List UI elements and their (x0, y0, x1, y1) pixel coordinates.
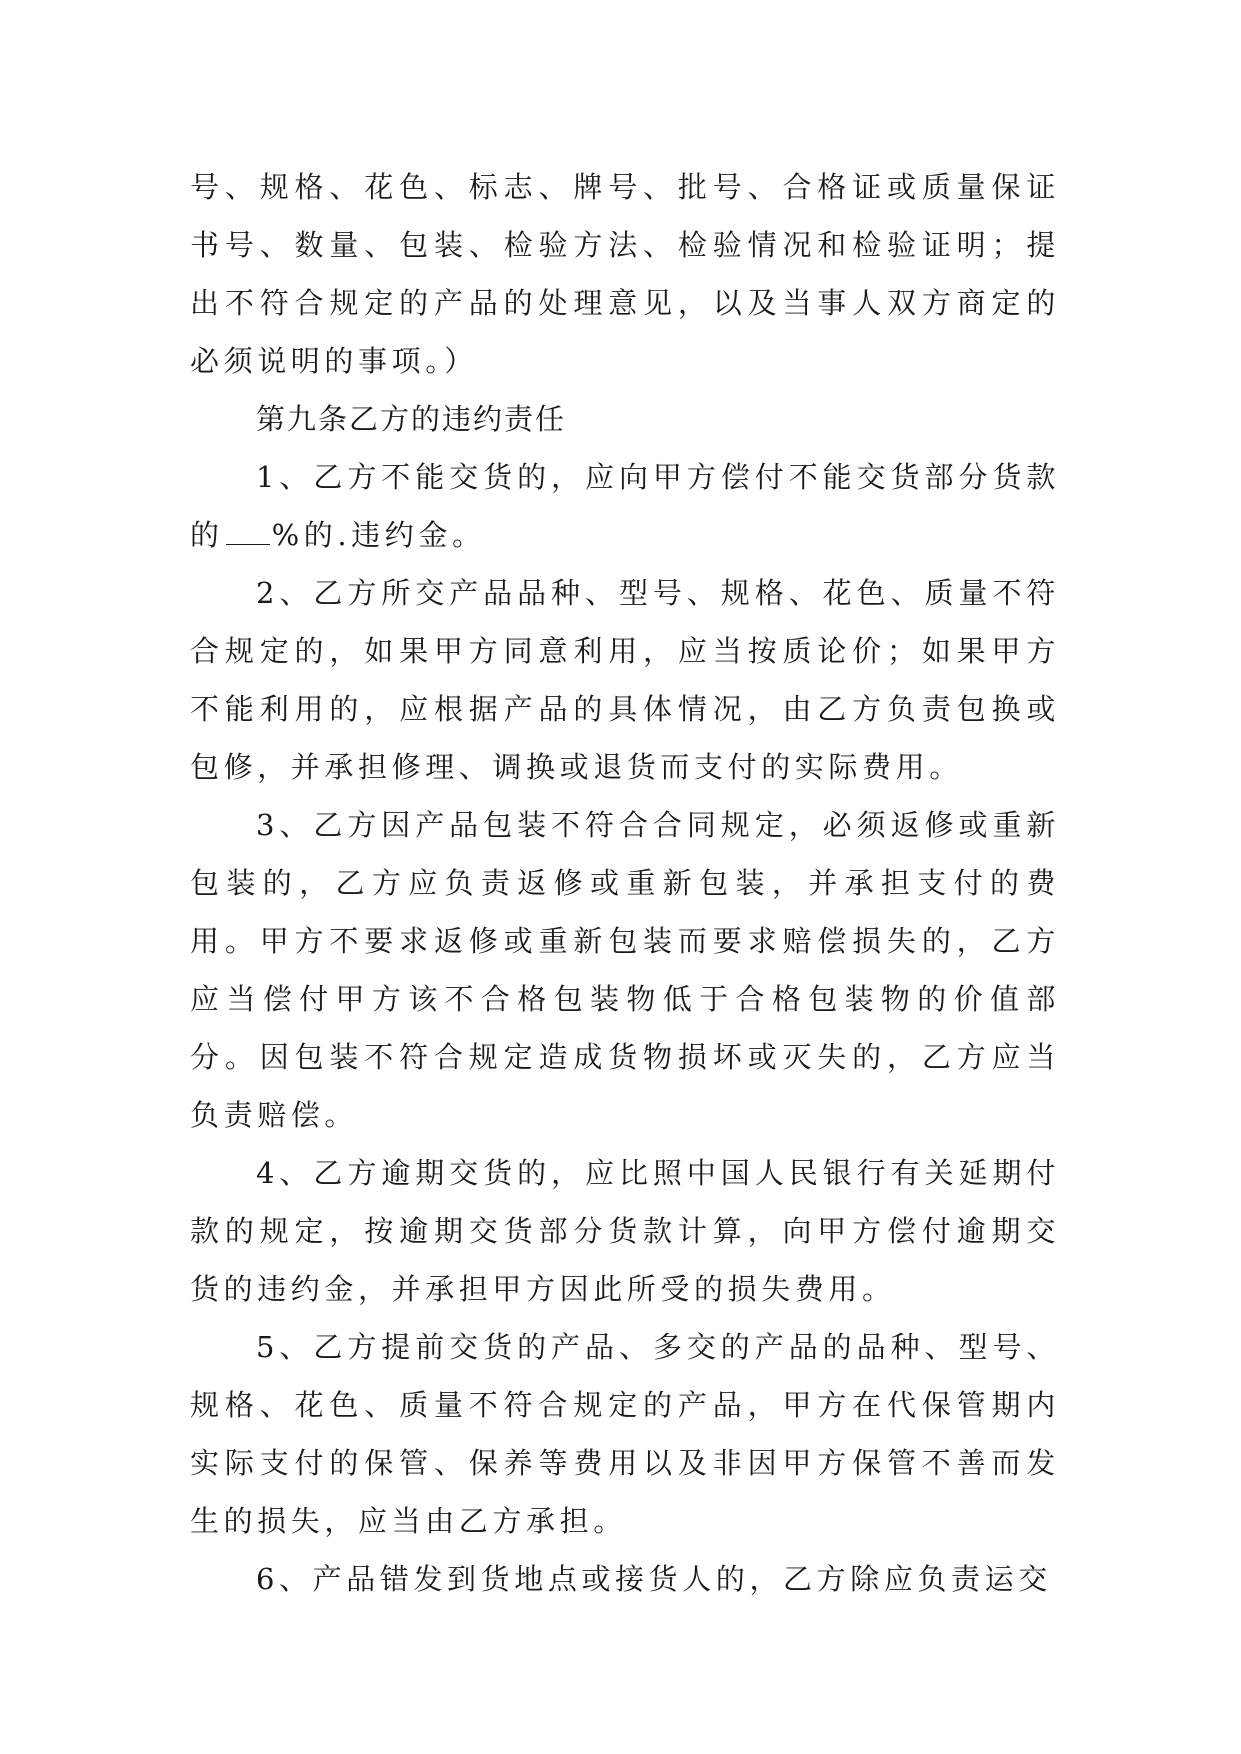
paragraph-item-5: 5、乙方提前交货的产品、多交的产品的品种、型号、规格、花色、质量不符合规定的产品，甲方在代保管期内实际支付的保管、保养等费用以及非因甲方保管不善而发生的损失，应当由乙方承担。 (190, 1330, 1060, 1538)
fill-in-blank (226, 522, 270, 545)
paragraph-continuation: 号、规格、花色、标志、牌号、批号、合格证或质量保证书号、数量、包装、检验方法、检验情况和检验证明；提出不符合规定的产品的处理意见，以及当事人双方商定的必须说明的事项。） (190, 170, 1060, 378)
paragraph-item-1 (190, 448, 1060, 564)
paragraph-item-2: 2、乙方所交产品品种、型号、规格、花色、质量不符合规定的，如果甲方同意利用，应当按质论价；如果甲方不能利用的，应根据产品的具体情况，由乙方负责包换或包修，并承担修理、调换或退货而支付的实际费用。 (190, 576, 1060, 784)
article-9-heading: 第九条乙方的违约责任 (256, 402, 567, 436)
paragraph-item-6: 6、产品错发到货地点或接货人的，乙方除应负责运交 (256, 1562, 1052, 1596)
paragraph-item-3: 3、乙方因产品包装不符合合同规定，必须返修或重新包装的，乙方应负责返修或重新包装，并承担支付的费用。甲方不要求返修或重新包装而要求赔偿损失的，乙方应当偿付甲方该不合格包装物低于合格包装物的价值部分。因包装不符合规定造成货物损坏或灭失的，乙方应当负责赔偿。 (190, 808, 1060, 1132)
document-body (190, 158, 1060, 1608)
item-1-text-before: 1、乙方不能交货的，应向甲方偿付不能交货部分货款的 (190, 460, 1060, 552)
paragraph-item-4: 4、乙方逾期交货的，应比照中国人民银行有关延期付款的规定，按逾期交货部分货款计算，向甲方偿付逾期交货的违约金，并承担甲方因此所受的损失费用。 (190, 1156, 1060, 1306)
item-1-text-after: %的.违约金。 (271, 518, 486, 552)
